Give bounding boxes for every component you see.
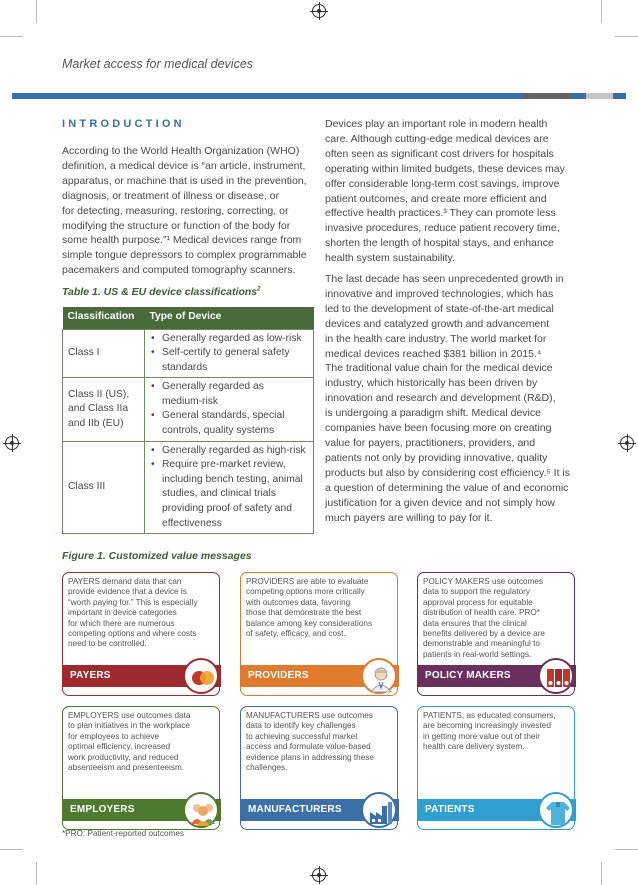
table-header-cell: Type of Device (145, 307, 314, 329)
text-line: Devices play an important role in modern health (325, 118, 548, 130)
text-line: products but also by considering cost efficiency.⁵ It is (325, 466, 571, 479)
credit-card-icon (185, 660, 221, 696)
text-line: shorten the length of hospital stays, and enhance (325, 237, 554, 250)
card-label: PATIENTS (418, 799, 576, 821)
header-bar-segment (524, 93, 572, 99)
card-text-line: optimal efficiency, increased (68, 742, 171, 752)
card-icon (538, 792, 574, 828)
card-label: PROVIDERS (241, 665, 399, 687)
text-line: offer considerable long-term cost savings, improve (325, 177, 560, 190)
classification-cell (63, 441, 145, 534)
type-item (150, 409, 308, 438)
type-cell (145, 329, 314, 378)
card-text-line: work productivity, and reduced (68, 752, 179, 762)
figure-title: Figure 1. Customized value messages (62, 550, 252, 562)
text-line: industry, which historically has been driven by (325, 377, 538, 390)
crop-mark (615, 36, 638, 37)
value-message-card (240, 706, 398, 830)
type-item (150, 458, 308, 531)
text-line: invasive procedures, reduce patient recovery time, (325, 222, 560, 235)
card-text-line: evidence plans in addressing these (246, 752, 374, 762)
card-text-line: PATIENTS, as educated consumers, (423, 711, 556, 720)
type-item-line: medium-risk (162, 395, 219, 407)
classification-line: Class III (68, 481, 106, 493)
text-line: a question of determining the value of and economic (325, 481, 569, 494)
type-item-line: studies, and clinical trials (162, 488, 276, 500)
card-text-line: with outcomes data, favoring (246, 597, 351, 607)
card-text-line: are becoming increasingly invested (423, 721, 551, 731)
card-text-line: competing options and where costs (68, 629, 197, 639)
crop-mark (36, 0, 37, 23)
text-line: justification for a given device and not simply how (325, 496, 555, 509)
intro-paragraph (62, 144, 317, 278)
card-text-line: health care delivery system. (423, 742, 525, 752)
card-text-line: data ensures that the clinical (423, 618, 527, 628)
employees-icon (185, 794, 221, 830)
registration-mark-icon (312, 868, 326, 882)
registration-mark-icon (5, 436, 19, 450)
table-row (63, 441, 314, 534)
table-title-ref: 2 (257, 286, 261, 293)
card-text-line: benefits delivered by a device are (423, 629, 545, 639)
card-text-line: POLICY MAKERS use outcomes (423, 577, 543, 586)
type-list (150, 444, 308, 532)
footnote: *PRO: Patient-reported outcomes (62, 829, 184, 838)
value-message-card (62, 572, 220, 696)
text-line: for detecting, measuring, restoring, correcting, or (62, 204, 289, 217)
type-item-line: providing proof of safety and (162, 503, 292, 515)
section-heading: INTRODUCTION (62, 118, 185, 130)
card-label: POLICY MAKERS (418, 665, 576, 687)
card-text-line: data to support the regulatory (423, 587, 530, 597)
value-message-card (240, 572, 398, 696)
text-line: The traditional value chain for the medical device (325, 362, 553, 375)
type-item (150, 332, 308, 347)
text-line: much payers are willing to pay for it. (325, 511, 493, 524)
value-message-card (417, 572, 575, 696)
crop-mark (0, 36, 23, 37)
type-list (150, 380, 308, 438)
card-icon (538, 658, 574, 694)
type-cell (145, 378, 314, 441)
card-text-line: important in device categories (68, 608, 177, 618)
value-message-card (62, 706, 220, 830)
text-line: health system sustainability. (325, 252, 455, 265)
doctor-icon (363, 660, 399, 696)
card-text (241, 573, 399, 665)
crop-mark (615, 849, 638, 850)
text-line: diagnosis, or treatment of illness or disease, or (62, 189, 280, 202)
table-header-row (63, 307, 314, 329)
text-line: is undergoing a paradigm shift. Medical device (325, 407, 541, 420)
crop-mark (601, 0, 602, 23)
text-line: companies have been focusing more on creating (325, 422, 552, 435)
card-text-line: PAYERS demand data that can (68, 577, 182, 586)
text-line: in the health care industry. The world market for (325, 332, 547, 345)
classification-table (62, 307, 314, 534)
text-line: definition, a medical device is “an article, instrument, (62, 159, 306, 172)
type-item (150, 346, 308, 375)
card-icon (361, 792, 397, 828)
card-text-line: data to identify key challenges (246, 721, 356, 731)
classification-cell (63, 329, 145, 378)
card-text-line: need to be controlled. (68, 639, 147, 649)
card-text-line: “worth paying for.” This is especially (68, 597, 198, 607)
card-text-line: access and formulate value-based (246, 742, 371, 752)
text-line: patients not only by providing innovative, quality (325, 451, 548, 464)
text-line: devices and catalyzed growth and advancement (325, 317, 550, 330)
text-line: innovative and improved technologies, which has (325, 287, 554, 300)
classification-line: Class I (68, 347, 100, 359)
card-text-line: of safety, efficacy, and cost. (246, 629, 346, 639)
registration-mark-icon (620, 436, 634, 450)
registration-mark-icon (312, 4, 326, 18)
type-cell (145, 441, 314, 534)
text-line: According to the World Health Organization (WHO) (62, 145, 300, 157)
text-line: apparatus, or machine that is used in the prevention, (62, 174, 307, 187)
card-text (63, 573, 221, 665)
patient-gown-icon (540, 794, 576, 830)
card-text-line: for which there are numerous (68, 618, 175, 628)
card-icon (183, 658, 219, 694)
card-text-line: PROVIDERS are able to evaluate (246, 577, 369, 586)
text-line: The last decade has seen unprecedented growth in (325, 273, 564, 285)
text-line: often seen as significant cost drivers for hospitals (325, 147, 554, 160)
text-line: operating within limited budgets, these devices may (325, 162, 565, 175)
card-text-line: in getting more value out of their (423, 731, 540, 741)
text-line: some health purpose.”¹ Medical devices range from (62, 234, 302, 247)
card-text-line: to achieving successful market (246, 731, 358, 741)
card-label: EMPLOYERS (63, 799, 221, 821)
running-header: Market access for medical devices (62, 57, 254, 71)
card-text (241, 707, 399, 799)
card-text-line: provide evidence that a device is (68, 587, 187, 597)
card-text-line: balance among key considerations (246, 618, 373, 628)
classification-line: and IIb (EU) (68, 417, 124, 429)
card-text (63, 707, 221, 799)
type-item-line: including bench testing, animal (162, 473, 303, 485)
text-line: innovation and research and development (R&D), (325, 392, 556, 405)
classification-line: Class II (US), (68, 388, 130, 400)
text-line: patient outcomes, and create more efficient and (325, 192, 547, 205)
text-line: value for payers, practitioners, providers, and (325, 436, 536, 449)
type-list (150, 332, 308, 376)
card-text-line: challenges. (246, 763, 288, 773)
type-item-line: • Generally regarded as low-risk (162, 332, 302, 344)
card-text-line: approval process for equitable (423, 597, 533, 607)
card-text-line: those that demonstrate the best (246, 608, 362, 618)
card-text-line: absenteeism and presenteeism. (68, 763, 185, 773)
card-text-line: patients in real-world settings. (423, 649, 532, 659)
card-text-line: MANUFACTURERS use outcomes (246, 711, 373, 720)
binders-icon (540, 660, 576, 696)
text-line: pacemakers and computed tomography scanners. (62, 264, 296, 277)
body-paragraph (325, 272, 585, 525)
card-label: MANUFACTURERS (241, 799, 399, 821)
crop-mark (36, 862, 37, 885)
text-line: medical devices reached $381 billion in 2015.⁴ (325, 347, 542, 360)
body-paragraph (325, 117, 585, 266)
card-label: PAYERS (63, 665, 221, 687)
text-line: led to the development of state-of-the-art medical (325, 302, 554, 315)
classification-line: and Class IIa (68, 403, 129, 415)
card-icon (361, 658, 397, 694)
classification-cell (63, 378, 145, 441)
card-icon (183, 792, 219, 828)
type-item-line: effectiveness (162, 517, 222, 529)
type-item-line: • Generally regarded as (162, 381, 264, 393)
type-item-line: controls, quality systems (162, 425, 275, 437)
card-text-line: for employees to achieve (68, 731, 160, 741)
card-text-line: competing options more critically (246, 587, 365, 597)
table-header-cell: Classification (63, 307, 145, 329)
value-message-card (417, 706, 575, 830)
type-item (150, 444, 308, 459)
type-item-line: standards (162, 361, 208, 373)
card-text (418, 707, 576, 799)
type-item-line: • Generally regarded as high-risk (162, 444, 306, 456)
crop-mark (0, 849, 23, 850)
card-text-line: to plan initiatives in the workplace (68, 721, 190, 731)
table-title (62, 286, 260, 298)
card-text-line: distribution of health care. PRO* (423, 608, 540, 618)
text-line: care. Although cutting-edge medical devices are (325, 132, 549, 145)
card-text-line: EMPLOYERS use outcomes data (68, 711, 191, 720)
header-bar-segment (586, 93, 613, 99)
text-line: simple tongue depressors to complex programmable (62, 249, 307, 262)
table-title-text: Table 1. US & EU device classifications (62, 286, 258, 298)
card-text (418, 573, 576, 665)
type-item-line: • Self-certify to general safety (162, 347, 290, 359)
text-line: modifying the structure or function of the body for (62, 219, 291, 232)
type-item-line: • General standards, special (162, 410, 285, 422)
header-bar (12, 93, 626, 99)
type-item (150, 380, 308, 409)
type-item-line: • Require pre-market review, (162, 459, 286, 471)
card-text-line: demonstrable and meaningful to (423, 639, 540, 649)
factory-icon (363, 794, 399, 830)
text-line: effective health practices.³ They can promote less (325, 207, 556, 220)
table-row (63, 378, 314, 441)
crop-mark (601, 862, 602, 885)
table-row (63, 329, 314, 378)
